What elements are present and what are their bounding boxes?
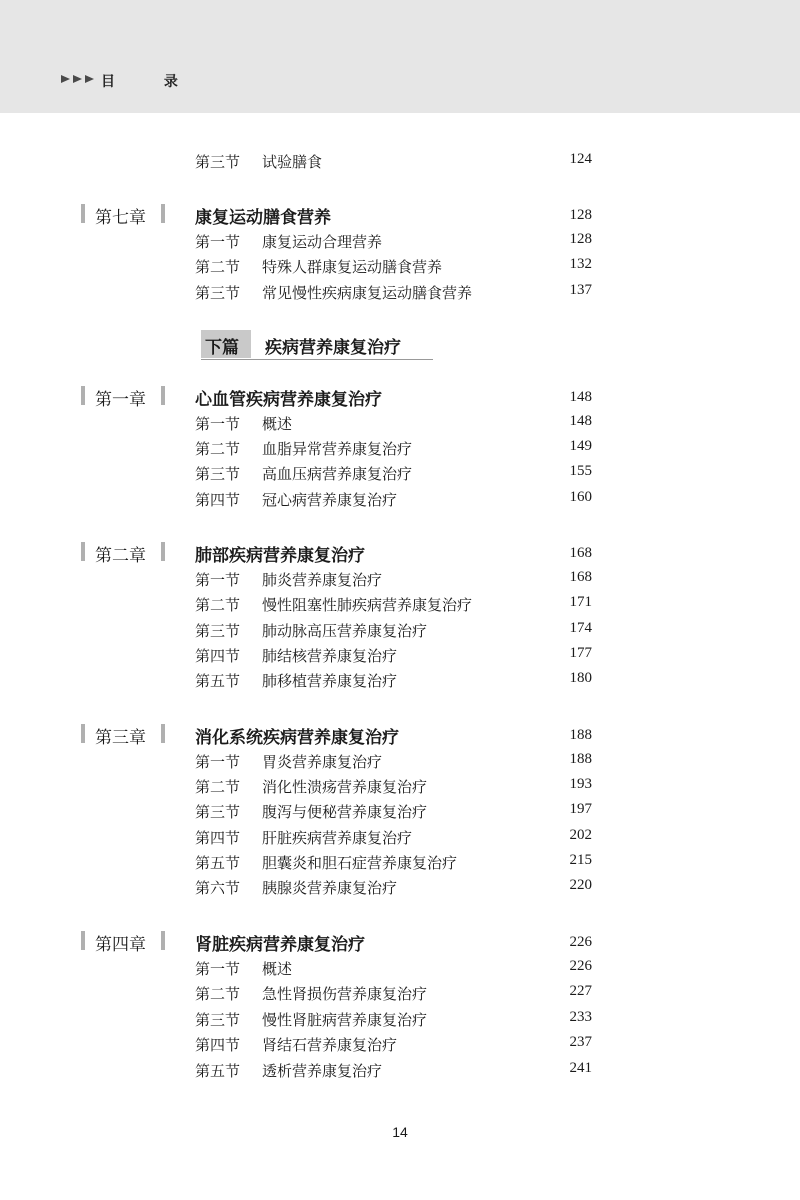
section-label: 第五节 — [195, 1062, 241, 1080]
section-title: 肺移植营养康复治疗 — [262, 672, 398, 690]
section-title: 概述 — [262, 415, 293, 433]
section-title: 慢性阻塞性肺疾病营养康复治疗 — [262, 596, 473, 614]
page-number: 128 — [569, 231, 592, 247]
section-title: 康复运动合理营养 — [262, 233, 383, 251]
page-number: 188 — [569, 727, 592, 743]
triangle-arrows-icon — [61, 75, 94, 83]
page-number: 148 — [569, 389, 592, 405]
section-title: 透析营养康复治疗 — [262, 1062, 383, 1080]
chapter-label: 第三章 — [95, 728, 146, 747]
page-number: 177 — [569, 645, 592, 661]
toc-section-entry[interactable] — [0, 617, 800, 641]
section-title: 肝脏疾病营养康复治疗 — [262, 829, 413, 847]
toc-section-entry[interactable] — [0, 980, 800, 1004]
toc-section-entry[interactable] — [0, 228, 800, 252]
section-label: 第三节 — [195, 153, 241, 171]
section-label: 第一节 — [195, 960, 241, 978]
section-title: 消化性溃疡营养康复治疗 — [262, 778, 428, 796]
section-label: 第二节 — [195, 258, 241, 276]
toc-section-entry[interactable] — [0, 798, 800, 822]
section-title: 试验膳食 — [262, 153, 323, 171]
toc-section-entry[interactable] — [0, 1057, 800, 1081]
page-header — [0, 0, 800, 113]
section-label: 第四节 — [195, 647, 241, 665]
page-number: 124 — [569, 151, 592, 167]
toc-section-entry[interactable] — [0, 874, 800, 898]
page-number: 226 — [569, 934, 592, 950]
section-label: 第三节 — [195, 284, 241, 302]
toc-chapter-entry[interactable] — [0, 928, 800, 955]
section-title: 常见慢性疾病康复运动膳食营养 — [262, 284, 473, 302]
chapter-label: 第七章 — [95, 208, 146, 227]
chapter-title: 康复运动膳食营养 — [195, 208, 331, 228]
chapter-bar-left — [81, 542, 85, 561]
toc-section-entry[interactable] — [0, 460, 800, 484]
toc-section-entry[interactable] — [0, 1006, 800, 1030]
toc-section-entry[interactable] — [0, 773, 800, 797]
part-heading — [201, 330, 433, 360]
toc-section-entry[interactable] — [0, 435, 800, 459]
part-title: 疾病营养康复治疗 — [265, 338, 401, 358]
section-label: 第三节 — [195, 465, 241, 483]
section-title: 血脂异常营养康复治疗 — [262, 440, 413, 458]
toc-section-entry[interactable] — [0, 1031, 800, 1055]
part-label: 下篇 — [205, 338, 239, 358]
chapter-bar-right — [161, 931, 165, 950]
chapter-title: 肺部疾病营养康复治疗 — [195, 546, 365, 566]
section-label: 第二节 — [195, 778, 241, 796]
part-underline — [201, 359, 433, 360]
section-label: 第一节 — [195, 233, 241, 251]
footer-page-number: 14 — [392, 1124, 408, 1140]
section-title: 腹泻与便秘营养康复治疗 — [262, 803, 428, 821]
section-label: 第二节 — [195, 596, 241, 614]
chapter-bar-left — [81, 724, 85, 743]
section-label: 第三节 — [195, 1011, 241, 1029]
section-label: 第一节 — [195, 753, 241, 771]
section-label: 第四节 — [195, 1036, 241, 1054]
toc-chapter-entry[interactable] — [0, 539, 800, 566]
page-number: 202 — [569, 827, 592, 843]
page-number: 168 — [569, 545, 592, 561]
toc-section-entry[interactable] — [0, 955, 800, 979]
section-label: 第六节 — [195, 879, 241, 897]
section-title: 概述 — [262, 960, 293, 978]
chapter-bar-right — [161, 386, 165, 405]
toc-section-entry[interactable] — [0, 279, 800, 303]
chapter-title: 肾脏疾病营养康复治疗 — [195, 935, 365, 955]
page-number: 171 — [569, 594, 592, 610]
page-number: 241 — [569, 1060, 592, 1076]
chapter-label: 第四章 — [95, 935, 146, 954]
section-label: 第四节 — [195, 491, 241, 509]
section-label: 第三节 — [195, 803, 241, 821]
page-number: 193 — [569, 776, 592, 792]
page-number: 188 — [569, 751, 592, 767]
section-title: 冠心病营养康复治疗 — [262, 491, 398, 509]
page-number: 155 — [569, 463, 592, 479]
toc-section-entry[interactable] — [0, 667, 800, 691]
section-title: 肾结石营养康复治疗 — [262, 1036, 398, 1054]
page-number: 174 — [569, 620, 592, 636]
section-label: 第一节 — [195, 415, 241, 433]
toc-chapter-entry[interactable] — [0, 721, 800, 748]
page-number: 237 — [569, 1034, 592, 1050]
toc-section-entry[interactable] — [0, 748, 800, 772]
header-title: 目 录 — [101, 74, 200, 90]
chapter-label: 第一章 — [95, 390, 146, 409]
chapter-bar-right — [161, 724, 165, 743]
section-label: 第一节 — [195, 571, 241, 589]
section-label: 第三节 — [195, 622, 241, 640]
section-title: 胃炎营养康复治疗 — [262, 753, 383, 771]
section-label: 第五节 — [195, 854, 241, 872]
chapter-bar-right — [161, 542, 165, 561]
section-label: 第四节 — [195, 829, 241, 847]
page-number: 180 — [569, 670, 592, 686]
section-title: 慢性肾脏病营养康复治疗 — [262, 1011, 428, 1029]
page-number: 220 — [569, 877, 592, 893]
toc-chapter-entry[interactable] — [0, 201, 800, 228]
toc-section-entry[interactable] — [0, 148, 800, 172]
chapter-bar-left — [81, 386, 85, 405]
chapter-bar-left — [81, 931, 85, 950]
page-number: 137 — [569, 282, 592, 298]
page-number: 233 — [569, 1009, 592, 1025]
toc-section-entry[interactable] — [0, 410, 800, 434]
page-number: 128 — [569, 207, 592, 223]
toc-section-entry[interactable] — [0, 486, 800, 510]
toc-section-entry[interactable] — [0, 824, 800, 848]
page-number: 197 — [569, 801, 592, 817]
chapter-title: 消化系统疾病营养康复治疗 — [195, 728, 399, 748]
chapter-bar-right — [161, 204, 165, 223]
toc-section-entry[interactable] — [0, 642, 800, 666]
toc-section-entry[interactable] — [0, 591, 800, 615]
chapter-label: 第二章 — [95, 546, 146, 565]
page-number: 226 — [569, 958, 592, 974]
page-number: 227 — [569, 983, 592, 999]
section-title: 肺结核营养康复治疗 — [262, 647, 398, 665]
section-label: 第五节 — [195, 672, 241, 690]
toc-chapter-entry[interactable] — [0, 383, 800, 410]
toc-section-entry[interactable] — [0, 253, 800, 277]
section-label: 第二节 — [195, 985, 241, 1003]
chapter-title: 心血管疾病营养康复治疗 — [195, 390, 382, 410]
section-title: 特殊人群康复运动膳食营养 — [262, 258, 443, 276]
page-number: 168 — [569, 569, 592, 585]
page-number: 160 — [569, 489, 592, 505]
section-title: 胰腺炎营养康复治疗 — [262, 879, 398, 897]
section-title: 胆囊炎和胆石症营养康复治疗 — [262, 854, 458, 872]
chapter-bar-left — [81, 204, 85, 223]
toc-section-entry[interactable] — [0, 566, 800, 590]
section-title: 肺动脉高压营养康复治疗 — [262, 622, 428, 640]
page-number: 148 — [569, 413, 592, 429]
section-label: 第二节 — [195, 440, 241, 458]
page-number: 149 — [569, 438, 592, 454]
section-title: 肺炎营养康复治疗 — [262, 571, 383, 589]
section-title: 高血压病营养康复治疗 — [262, 465, 413, 483]
toc-section-entry[interactable] — [0, 849, 800, 873]
section-title: 急性肾损伤营养康复治疗 — [262, 985, 428, 1003]
page-number: 215 — [569, 852, 592, 868]
page-number: 132 — [569, 256, 592, 272]
